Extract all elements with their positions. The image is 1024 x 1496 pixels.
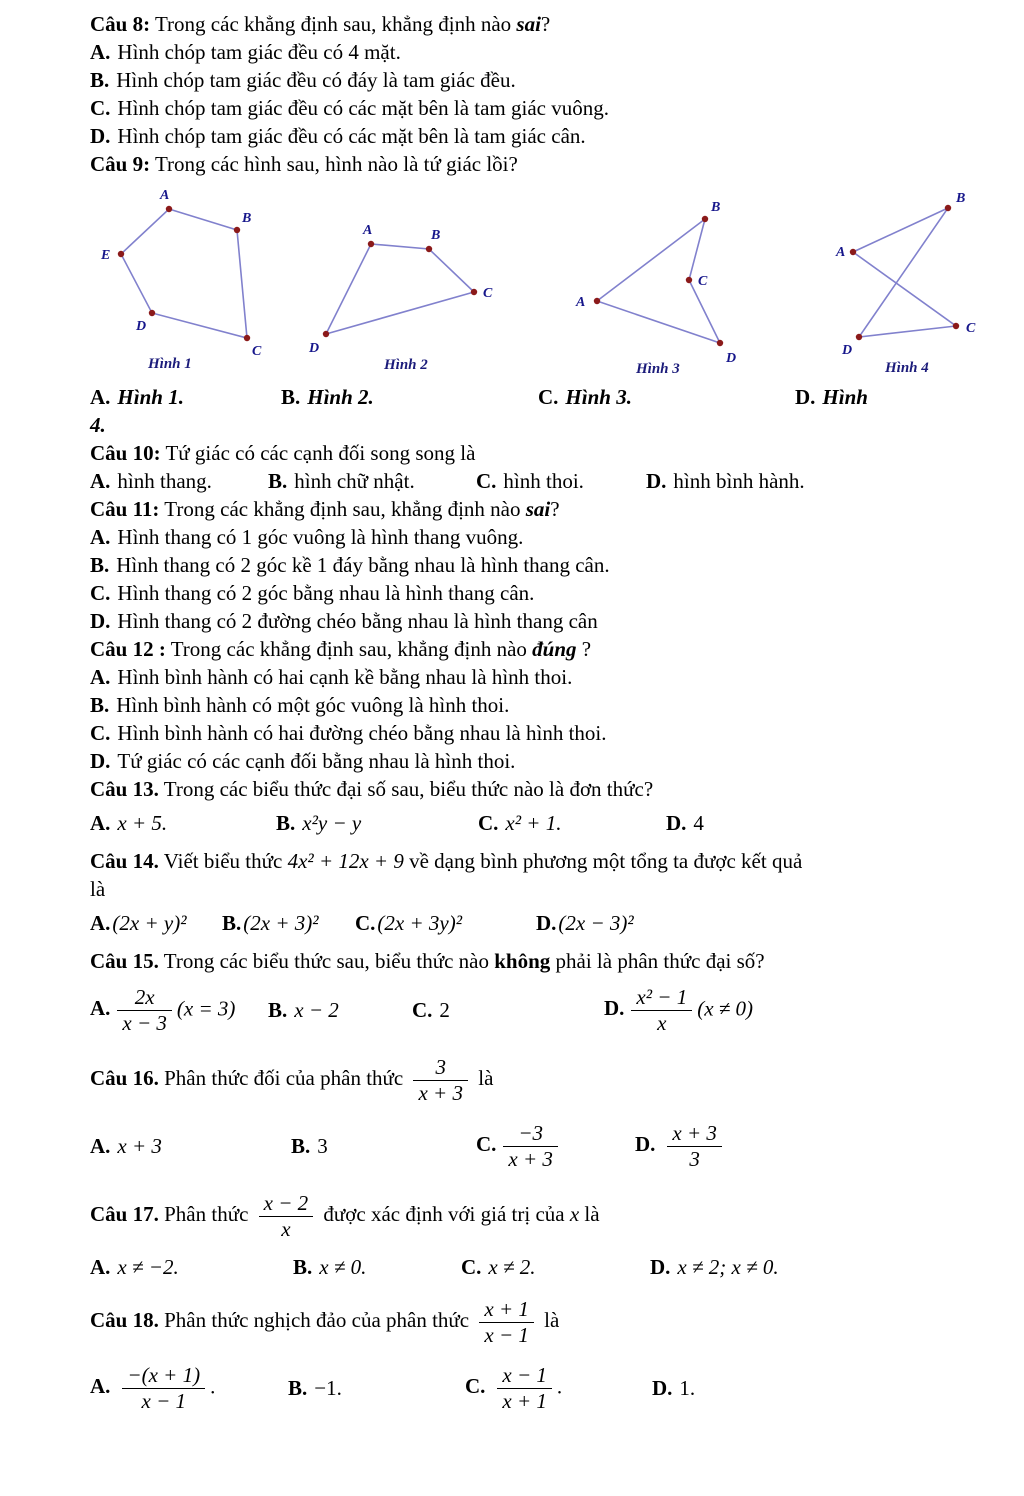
fraction-denominator: x bbox=[657, 1010, 667, 1035]
q12-text-end: ? bbox=[576, 637, 592, 661]
fraction-denominator: 3 bbox=[689, 1146, 700, 1171]
fraction-denominator: x − 1 bbox=[141, 1388, 186, 1413]
option-letter: D. bbox=[604, 995, 625, 1020]
q13-option-d bbox=[666, 809, 704, 837]
q10-option-d bbox=[646, 467, 805, 495]
option-text: 4 bbox=[693, 811, 704, 835]
option-letter: C. bbox=[90, 581, 111, 605]
q12-option-d bbox=[90, 747, 988, 775]
option-letter: C. bbox=[355, 911, 376, 935]
figure-caption: Hình 4 bbox=[885, 360, 929, 376]
q12-title bbox=[90, 635, 988, 663]
option-letter: C. bbox=[90, 721, 111, 745]
option-text: (2x + 3)² bbox=[243, 911, 319, 935]
option-letter: A. bbox=[90, 995, 111, 1020]
option-letter: B. bbox=[222, 911, 242, 935]
vertex-dot bbox=[953, 323, 959, 329]
option-letter: A. bbox=[90, 385, 111, 409]
fraction bbox=[259, 1191, 314, 1242]
vertex-dot bbox=[850, 249, 856, 255]
q12-text: Trong các khẳng định sau, khẳng định nào bbox=[165, 637, 533, 661]
q16-text: Phân thức đối của phân thức bbox=[158, 1066, 409, 1090]
option-text: Hình chóp tam giác đều có các mặt bên là tam giác vuông. bbox=[117, 96, 609, 120]
fraction-denominator: x + 3 bbox=[508, 1146, 553, 1171]
option-text: (2x + 3y)² bbox=[377, 911, 463, 935]
figure-caption: Hình 3 bbox=[636, 361, 680, 377]
q9-title bbox=[90, 150, 988, 178]
q11-title bbox=[90, 495, 988, 523]
option-letter: B. bbox=[90, 693, 110, 717]
q8-option-b bbox=[90, 66, 988, 94]
q14-option-b bbox=[222, 909, 355, 937]
fraction bbox=[497, 1363, 552, 1414]
q15-text-end: phải là phân thức đại số? bbox=[550, 949, 765, 973]
option-text: Hình 1. bbox=[117, 385, 184, 409]
q10-text: Tứ giác có các cạnh đối song song là bbox=[160, 441, 476, 465]
option-text: Hình chóp tam giác đều có các mặt bên là tam giác cân. bbox=[117, 124, 586, 148]
q18-option-a bbox=[90, 1363, 288, 1414]
q10-title bbox=[90, 439, 988, 467]
option-text: Hình bình hành có hai cạnh kề bằng nhau là hình thoi. bbox=[117, 665, 573, 689]
vertex-label-a: A bbox=[576, 295, 586, 310]
vertex-label-c: C bbox=[483, 286, 493, 301]
q10-option-b bbox=[268, 467, 476, 495]
q18-title bbox=[90, 1287, 988, 1353]
q16-number: Câu 16. bbox=[90, 1066, 159, 1090]
option-text: hình chữ nhật. bbox=[294, 469, 415, 493]
option-text: hình bình hành. bbox=[673, 469, 805, 493]
option-text: x ≠ 0. bbox=[319, 1255, 367, 1279]
q14-option-c bbox=[355, 909, 536, 937]
option-letter: B. bbox=[293, 1255, 313, 1279]
fraction-numerator: x + 1 bbox=[479, 1297, 534, 1323]
q18-text-end: là bbox=[538, 1308, 560, 1332]
option-text: Hình bình hành có một góc vuông là hình thoi. bbox=[116, 693, 510, 717]
option-condition: (x = 3) bbox=[176, 995, 236, 1020]
fraction bbox=[122, 1363, 205, 1414]
figure-hinh-2 bbox=[306, 182, 518, 378]
vertex-label-d: D bbox=[726, 351, 737, 366]
option-letter: B. bbox=[90, 68, 110, 92]
fraction-numerator: −(x + 1) bbox=[122, 1363, 205, 1389]
q8-option-c bbox=[90, 94, 988, 122]
q16-text-end: là bbox=[472, 1066, 494, 1090]
q11-number: Câu 11: bbox=[90, 497, 160, 521]
option-letter: B. bbox=[268, 998, 288, 1022]
option-letter: C. bbox=[478, 811, 499, 835]
option-text: x²y − y bbox=[302, 811, 362, 835]
option-text: hình thang. bbox=[117, 469, 212, 493]
option-text: Hình 3. bbox=[565, 385, 632, 409]
option-letter: A. bbox=[90, 469, 111, 493]
vertex-dot bbox=[702, 216, 708, 222]
q12-option-b bbox=[90, 691, 988, 719]
fraction-numerator: 3 bbox=[413, 1055, 468, 1081]
option-letter: B. bbox=[291, 1134, 311, 1158]
vertex-dot bbox=[945, 205, 951, 211]
fraction-denominator: x − 3 bbox=[122, 1010, 167, 1035]
fraction-denominator: x bbox=[281, 1216, 291, 1241]
q14-title-wrap bbox=[90, 875, 988, 903]
fraction bbox=[667, 1121, 722, 1172]
option-letter: A. bbox=[90, 911, 111, 935]
q13-option-b bbox=[276, 809, 478, 837]
vertex-label-d: D bbox=[842, 343, 853, 358]
q15-emphasis: không bbox=[494, 949, 551, 973]
q15-title bbox=[90, 947, 988, 975]
option-letter: B. bbox=[281, 385, 301, 409]
q14-text-end: về dạng bình phương một tổng ta được kết quả bbox=[403, 849, 803, 873]
q13-options bbox=[90, 809, 988, 837]
option-text: Hình thang có 2 đường chéo bằng nhau là hình thang cân bbox=[117, 609, 598, 633]
option-letter: C. bbox=[412, 998, 433, 1022]
fraction bbox=[479, 1297, 534, 1348]
option-letter: B. bbox=[276, 811, 296, 835]
vertex-dot bbox=[323, 331, 329, 337]
figure-caption: Hình 2 bbox=[384, 357, 428, 373]
option-text: (2x + y)² bbox=[112, 911, 187, 935]
q18-text: Phân thức nghịch đảo của phân thức bbox=[158, 1308, 475, 1332]
fraction bbox=[631, 985, 692, 1036]
option-text: Hình thang có 2 góc bằng nhau là hình thang cân. bbox=[117, 581, 535, 605]
option-suffix: . bbox=[210, 1373, 216, 1398]
option-letter: D. bbox=[652, 1376, 673, 1400]
q13-option-a bbox=[90, 809, 276, 837]
option-text: Hình bình hành có hai đường chéo bằng nhau là hình thoi. bbox=[117, 721, 607, 745]
q9-number: Câu 9: bbox=[90, 152, 151, 176]
option-letter: D. bbox=[646, 469, 667, 493]
q18-number: Câu 18. bbox=[90, 1308, 159, 1332]
q16-options bbox=[90, 1111, 988, 1181]
fraction bbox=[503, 1121, 558, 1172]
q13-title bbox=[90, 775, 988, 803]
q13-option-c bbox=[478, 809, 666, 837]
vertex-dot bbox=[471, 289, 477, 295]
option-letter: A. bbox=[90, 1255, 111, 1279]
q9-options bbox=[90, 383, 988, 411]
q15-options bbox=[90, 975, 988, 1045]
q17-option-a bbox=[90, 1253, 293, 1281]
vertex-label-b: B bbox=[711, 200, 721, 215]
fraction-denominator: x − 1 bbox=[484, 1322, 529, 1347]
fraction-numerator: x² − 1 bbox=[631, 985, 692, 1011]
option-suffix: . bbox=[556, 1373, 563, 1398]
option-text: −1. bbox=[314, 1376, 342, 1400]
option-text: Hình bbox=[822, 385, 868, 409]
option-text: 3 bbox=[317, 1134, 328, 1158]
q17-text: Phân thức bbox=[158, 1202, 254, 1226]
q9-option-c bbox=[538, 383, 795, 411]
vertex-dot bbox=[717, 340, 723, 346]
option-text: Hình chóp tam giác đều có đáy là tam giác đều. bbox=[116, 68, 516, 92]
q9-option-d bbox=[795, 383, 868, 411]
option-letter: A. bbox=[90, 40, 111, 64]
q17-option-b bbox=[293, 1253, 461, 1281]
q13-number: Câu 13. bbox=[90, 777, 159, 801]
option-condition: (x ≠ 0) bbox=[697, 995, 754, 1020]
q18-option-c bbox=[465, 1363, 652, 1414]
q17-option-c bbox=[461, 1253, 650, 1281]
q14-options bbox=[90, 909, 988, 937]
vertex-label-c: C bbox=[966, 321, 976, 336]
q18-options bbox=[90, 1353, 988, 1423]
figure-hinh-4 bbox=[813, 182, 1023, 381]
option-text: 4. bbox=[90, 413, 106, 437]
vertex-dot bbox=[594, 298, 600, 304]
fraction-numerator: x + 3 bbox=[667, 1121, 722, 1147]
q17-text-mid: được xác định với giá trị của bbox=[318, 1202, 570, 1226]
option-text: Hình 2. bbox=[307, 385, 374, 409]
option-letter: C. bbox=[461, 1255, 482, 1279]
q15-option-d bbox=[604, 985, 753, 1036]
q18-option-d bbox=[652, 1374, 695, 1402]
q14-expression: 4x² + 12x + 9 bbox=[287, 849, 404, 873]
q16-option-c bbox=[476, 1121, 635, 1172]
crossed-quad-outline bbox=[853, 208, 956, 337]
vertex-dot bbox=[856, 334, 862, 340]
option-letter: A. bbox=[90, 665, 111, 689]
option-text: 2 bbox=[439, 998, 450, 1022]
q9-option-d-wrap bbox=[90, 411, 988, 439]
q16-title bbox=[90, 1045, 988, 1111]
option-text: Hình thang có 2 góc kề 1 đáy bằng nhau là hình thang cân. bbox=[116, 553, 610, 577]
option-letter: D. bbox=[795, 385, 816, 409]
q15-option-b bbox=[268, 996, 412, 1024]
option-letter: D. bbox=[635, 1131, 656, 1156]
option-text: x ≠ −2. bbox=[117, 1255, 179, 1279]
vertex-label-c: C bbox=[698, 274, 708, 289]
q17-text-end: là bbox=[579, 1202, 600, 1226]
option-letter: B. bbox=[90, 553, 110, 577]
option-letter: A. bbox=[90, 1134, 111, 1158]
vertex-label-b: B bbox=[431, 228, 441, 243]
vertex-label-c: C bbox=[252, 344, 262, 359]
fraction-numerator: x − 1 bbox=[497, 1363, 552, 1389]
q17-number: Câu 17. bbox=[90, 1202, 159, 1226]
q16-option-a bbox=[90, 1132, 291, 1160]
option-text: Hình thang có 1 góc vuông là hình thang vuông. bbox=[117, 525, 524, 549]
option-letter: C. bbox=[90, 96, 111, 120]
fraction-denominator: x + 1 bbox=[502, 1388, 547, 1413]
vertex-label-e: E bbox=[101, 248, 111, 263]
vertex-label-b: B bbox=[956, 191, 966, 206]
q8-option-d bbox=[90, 122, 988, 150]
option-text: Hình chóp tam giác đều có 4 mặt. bbox=[117, 40, 401, 64]
option-text: x + 3 bbox=[117, 1134, 162, 1158]
vertex-label-a: A bbox=[363, 223, 373, 238]
option-letter: D. bbox=[536, 911, 557, 935]
q8-number: Câu 8: bbox=[90, 12, 151, 36]
vertex-dot bbox=[234, 227, 240, 233]
q15-option-c bbox=[412, 996, 604, 1024]
option-text: x² + 1. bbox=[505, 811, 562, 835]
q14-text-wrap: là bbox=[90, 877, 106, 901]
fraction-numerator: −3 bbox=[503, 1121, 558, 1147]
option-letter: C. bbox=[476, 1131, 497, 1156]
vertex-dot bbox=[426, 246, 432, 252]
q18-option-b bbox=[288, 1374, 465, 1402]
fraction-numerator: 2x bbox=[117, 985, 172, 1011]
vertex-dot bbox=[166, 206, 172, 212]
option-text: 1. bbox=[679, 1376, 696, 1400]
figure-hinh-3 bbox=[558, 182, 783, 381]
q8-text: Trong các khẳng định sau, khẳng định nào bbox=[150, 12, 517, 36]
q14-option-a bbox=[90, 909, 222, 937]
fraction-numerator: x − 2 bbox=[259, 1191, 314, 1217]
option-text: (2x − 3)² bbox=[558, 911, 634, 935]
q11-option-d bbox=[90, 607, 988, 635]
vertex-label-a: A bbox=[836, 245, 846, 260]
option-letter: C. bbox=[476, 469, 497, 493]
q11-text: Trong các khẳng định sau, khẳng định nào bbox=[159, 497, 526, 521]
q15-option-a bbox=[90, 985, 268, 1036]
q17-option-d bbox=[650, 1253, 779, 1281]
q13-text: Trong các biểu thức đại số sau, biểu thức nào là đơn thức? bbox=[158, 777, 654, 801]
q10-option-c bbox=[476, 467, 646, 495]
q12-option-c bbox=[90, 719, 988, 747]
option-text: hình thoi. bbox=[503, 469, 584, 493]
q17-options bbox=[90, 1253, 988, 1281]
q14-text: Viết biểu thức bbox=[158, 849, 288, 873]
vertex-label-b: B bbox=[242, 211, 252, 226]
option-text: x ≠ 2; x ≠ 0. bbox=[677, 1255, 779, 1279]
q10-number: Câu 10: bbox=[90, 441, 161, 465]
q8-title bbox=[90, 10, 988, 38]
q16-option-d bbox=[635, 1121, 727, 1172]
option-text: x ≠ 2. bbox=[488, 1255, 536, 1279]
q11-option-c bbox=[90, 579, 988, 607]
fraction-denominator: x + 3 bbox=[418, 1080, 463, 1105]
vertex-dot bbox=[149, 310, 155, 316]
option-letter: A. bbox=[90, 1373, 111, 1398]
option-letter: B. bbox=[268, 469, 288, 493]
q15-number: Câu 15. bbox=[90, 949, 159, 973]
figures-row bbox=[86, 182, 988, 381]
quad-outline bbox=[326, 244, 474, 334]
q17-variable: x bbox=[569, 1202, 580, 1226]
option-text: x + 5. bbox=[117, 811, 168, 835]
q11-text-end: ? bbox=[550, 497, 560, 521]
q8-text-end: ? bbox=[540, 12, 551, 36]
q14-title bbox=[90, 847, 988, 875]
q10-options bbox=[90, 467, 988, 495]
option-letter: D. bbox=[650, 1255, 671, 1279]
q9-option-a bbox=[90, 383, 281, 411]
option-text: x − 2 bbox=[294, 998, 339, 1022]
q15-text: Trong các biểu thức sau, biểu thức nào bbox=[158, 949, 495, 973]
option-letter: A. bbox=[90, 525, 111, 549]
q17-title bbox=[90, 1181, 988, 1247]
option-letter: A. bbox=[90, 811, 111, 835]
q11-option-b bbox=[90, 551, 988, 579]
q8-option-a bbox=[90, 38, 988, 66]
q16-option-b bbox=[291, 1132, 476, 1160]
figure-hinh-1 bbox=[86, 182, 296, 378]
q9-text: Trong các hình sau, hình nào là tứ giác lồi? bbox=[150, 152, 518, 176]
q14-option-d bbox=[536, 909, 634, 937]
option-letter: D. bbox=[90, 749, 111, 773]
q9-option-b bbox=[281, 383, 538, 411]
vertex-dot bbox=[118, 251, 124, 257]
q12-option-a bbox=[90, 663, 988, 691]
vertex-label-d: D bbox=[136, 319, 147, 334]
vertex-dot bbox=[244, 335, 250, 341]
option-letter: D. bbox=[90, 124, 111, 148]
q11-emphasis: sai bbox=[525, 497, 551, 521]
vertex-label-d: D bbox=[309, 341, 320, 356]
q11-option-a bbox=[90, 523, 988, 551]
fraction bbox=[413, 1055, 468, 1106]
vertex-label-a: A bbox=[160, 188, 170, 203]
vertex-dot bbox=[368, 241, 374, 247]
q12-emphasis: đúng bbox=[532, 637, 577, 661]
option-letter: D. bbox=[666, 811, 687, 835]
vertex-dot bbox=[686, 277, 692, 283]
q8-emphasis: sai bbox=[516, 12, 541, 36]
option-letter: B. bbox=[288, 1376, 308, 1400]
option-letter: D. bbox=[90, 609, 111, 633]
option-text: Tứ giác có các cạnh đối bằng nhau là hình thoi. bbox=[117, 749, 516, 773]
figure-caption: Hình 1 bbox=[148, 356, 192, 372]
option-letter: C. bbox=[538, 385, 559, 409]
q10-option-a bbox=[90, 467, 268, 495]
q12-number: Câu 12 : bbox=[90, 637, 166, 661]
fraction bbox=[117, 985, 172, 1036]
q14-number: Câu 14. bbox=[90, 849, 159, 873]
option-letter: C. bbox=[465, 1373, 486, 1398]
